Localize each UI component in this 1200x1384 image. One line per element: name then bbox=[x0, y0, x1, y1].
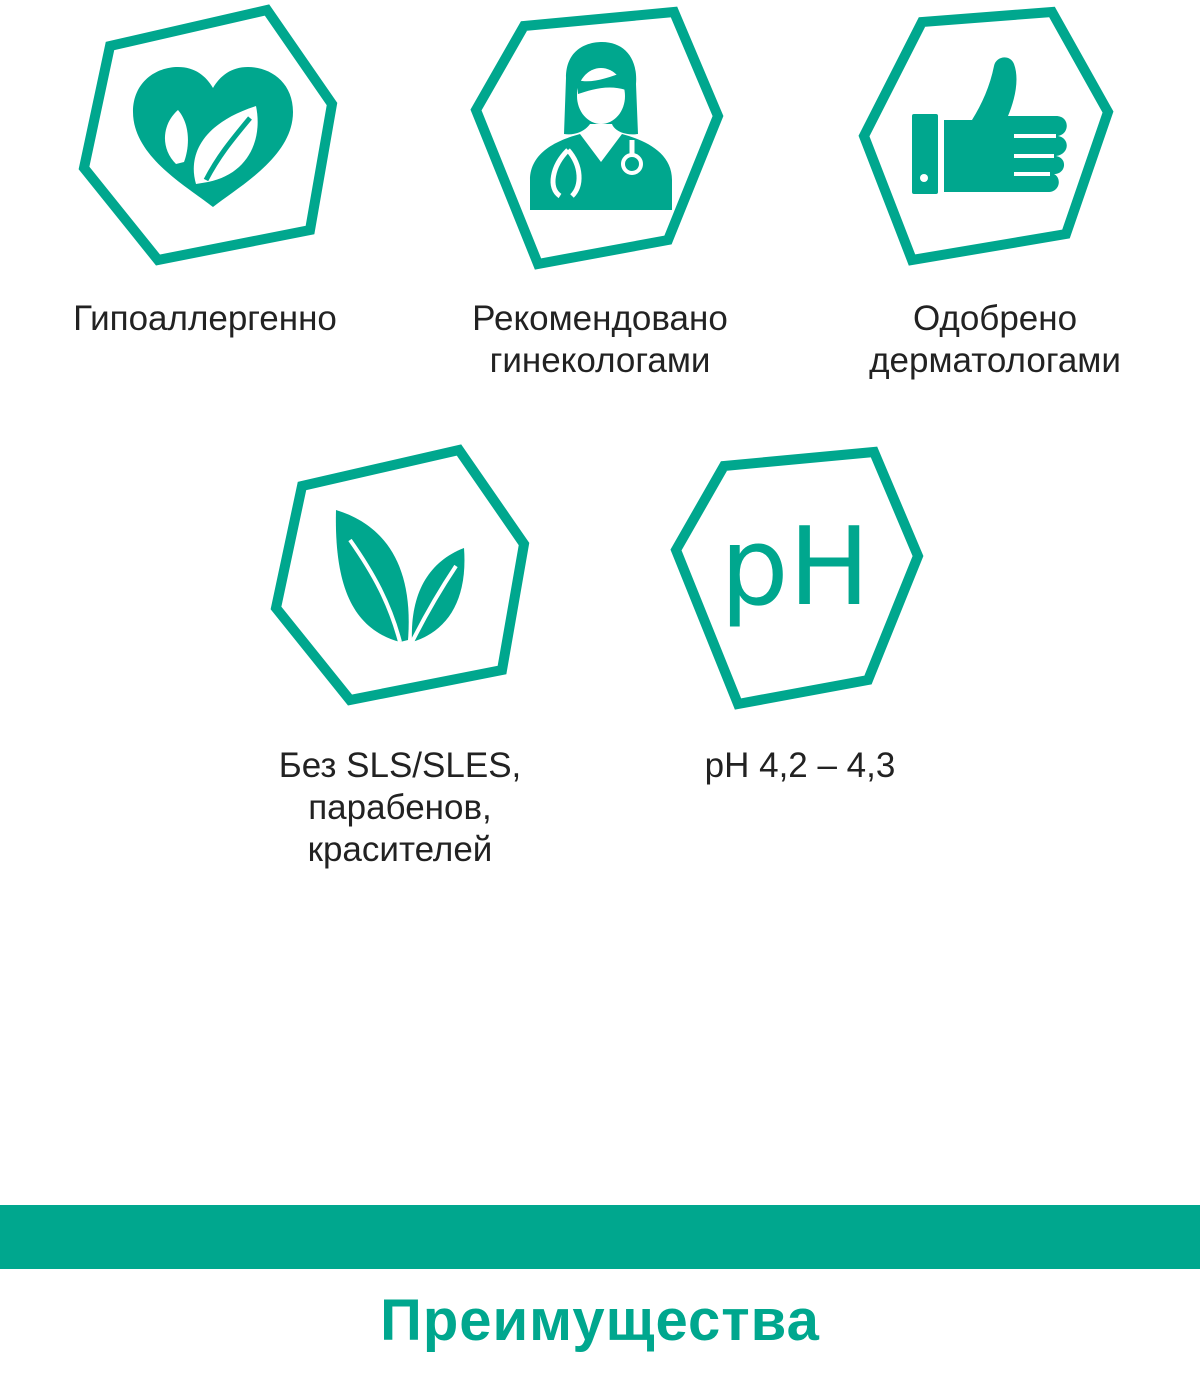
doctor-icon bbox=[528, 40, 674, 210]
feature-label-ph: pH 4,2 – 4,3 bbox=[704, 746, 896, 785]
ph-icon: pH bbox=[720, 505, 870, 630]
heart-leaf-icon bbox=[128, 62, 298, 212]
leaves-icon bbox=[328, 508, 468, 648]
thumbs-up-icon bbox=[910, 54, 1070, 196]
feature-label-dermatologists: Одобрено дерматологами bbox=[869, 299, 1121, 380]
feature-label-no-sls: Без SLS/SLES, парабенов, красителей bbox=[278, 746, 522, 869]
feature-label-gynecologists: Рекомендовано гинекологами bbox=[472, 299, 728, 380]
section-title: Преимущества bbox=[380, 1288, 820, 1353]
feature-label-hypoallergenic: Гипоаллергенно bbox=[73, 299, 337, 338]
accent-band bbox=[0, 1205, 1200, 1269]
